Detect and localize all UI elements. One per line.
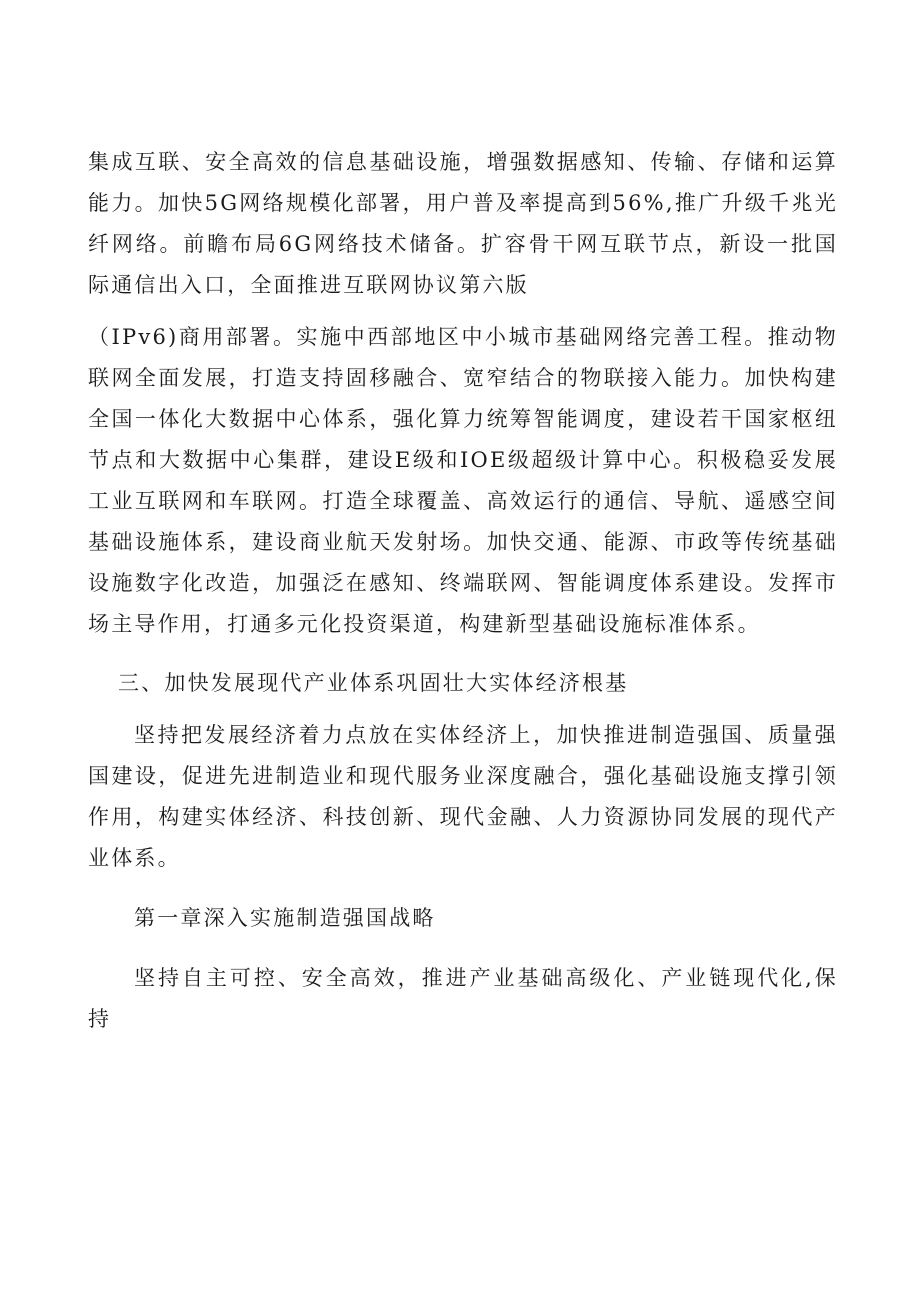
paragraph-industrial-foundation: 坚持自主可控、安全高效，推进产业基础高级化、产业链现代化,保持 <box>88 966 838 1031</box>
paragraph-ipv6-deployment: （IPv6)商用部署。实施中西部地区中小城市基础网络完善工程。推动物联网全面发展，打造支持固移融合、宽窄结合的物联接入能力。加快构建全国一体化大数据中心体系，强化算力统筹智能调度，建设若干国家枢纽节点和大数据中心集群，建设E级和IOE级超级计算中心。积极稳妥发展工业互联网和车联网。打造全球覆盖、高效运行的通信、导航、遥感空间基础设施体系，建设商业航天发射场。加快交通、能源、市政等传统基础设施数字化改造，加强泛在感知、终端联网、智能调度体系建设。发挥市场主导作用，打通多元化投资渠道，构建新型基础设施标准体系。 <box>88 325 838 636</box>
chapter-heading-manufacturing: 第一章深入实施制造强国战略 <box>134 906 436 930</box>
paragraph-infrastructure: 集成互联、安全高效的信息基础设施，增强数据感知、传输、存储和运算能力。加快5G网络规模化部署，用户普及率提高到56%,推广升级千兆光纤网络。前瞻布局6G网络技术储备。扩容骨干网互联节点，新设一批国际通信出入口，全面推进互联网协议第六版 <box>88 150 838 297</box>
document-body <box>88 142 838 1040</box>
paragraph-gap <box>88 704 838 715</box>
paragraph-gap <box>88 645 838 663</box>
paragraph-gap <box>88 879 838 898</box>
section-heading-modern-industry: 三、加快发展现代产业体系巩固壮大实体经济根基 <box>118 671 629 695</box>
paragraph-real-economy: 坚持把发展经济着力点放在实体经济上，加快推进制造强国、质量强国建设，促进先进制造业和现代服务业深度融合，强化基础设施支撑引领作用，构建实体经济、科技创新、现代金融、人力资源协同发展的现代产业体系。 <box>88 723 838 870</box>
paragraph-gap <box>88 939 838 958</box>
paragraph-gap <box>88 306 838 317</box>
